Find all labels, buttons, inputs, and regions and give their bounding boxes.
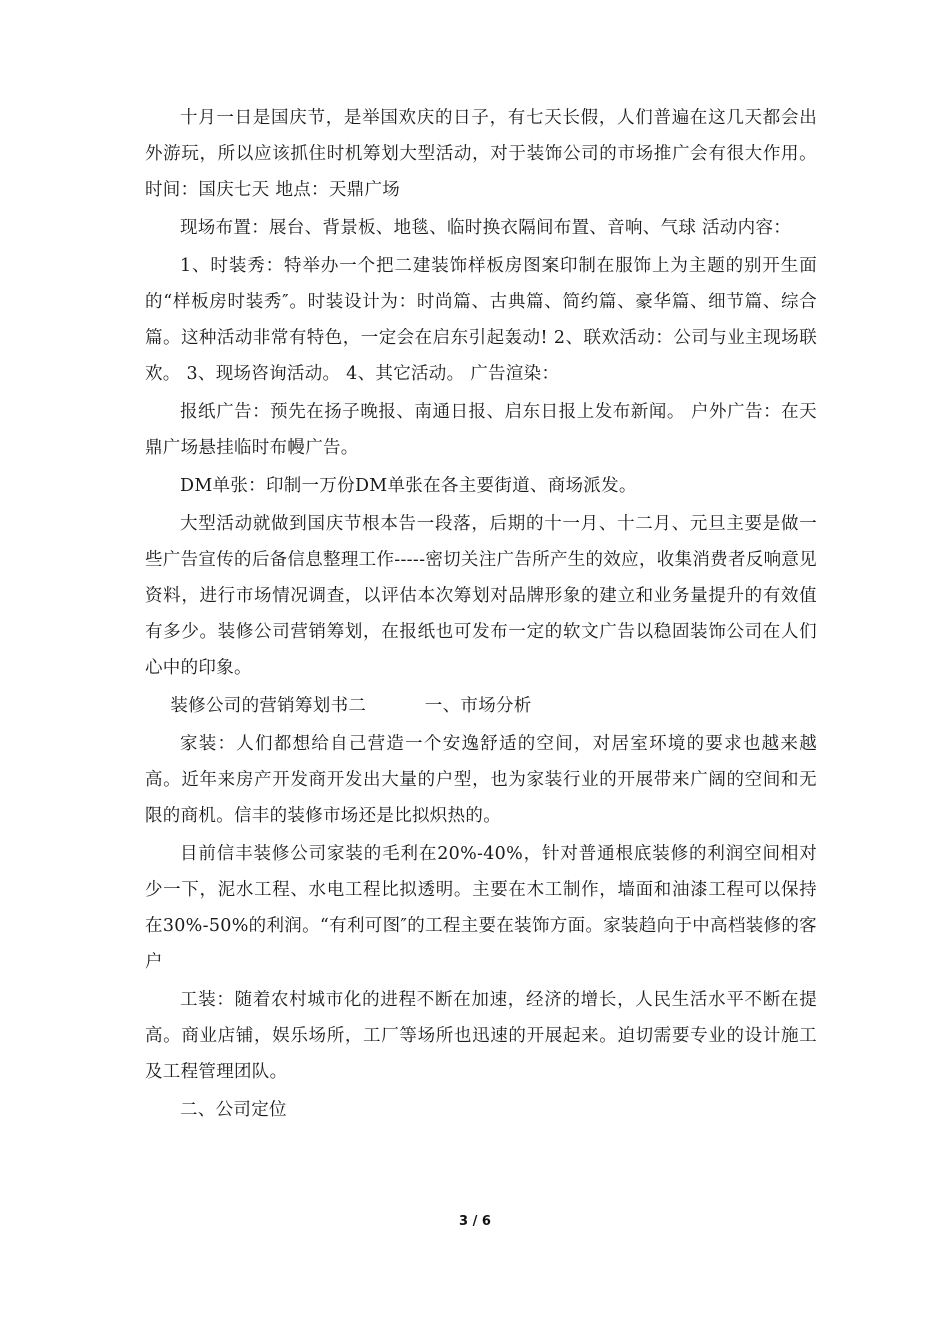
paragraph-commercial-decoration: 工装：随着农村城市化的进程不断在加速，经济的增长，人民生活水平不断在提高。商业店铺，娱乐场所，工厂等场所也迅速的开展起来。迫切需要专业的设计施工及工程管理团队。 (145, 990, 817, 1082)
document-body (145, 100, 817, 1130)
paragraph-profit-margin: 目前信丰装修公司家装的毛利在20%-40%，针对普通根底装修的利润空间相对少一下，泥水工程、水电工程比拟透明。主要在木工制作，墙面和油漆工程可以保持在30%-50%的利润。“有利可图″的工程主要在装饰方面。家装趋向于中高档装修的客户 (145, 844, 817, 972)
section-heading: 装修公司的营销筹划书二 一、市场分析 (170, 696, 532, 716)
paragraph-dm-flyers: DM单张：印制一万份DM单张在各主要街道、商场派发。 (180, 476, 637, 496)
paragraph-site-layout: 现场布置：展台、背景板、地毯、临时换衣隔间布置、音响、气球 活动内容： (180, 218, 792, 238)
paragraph-newspaper-ads: 报纸广告：预先在扬子晚报、南通日报、启东日报上发布新闻。 户外广告：在天鼎广场悬挂临时布幔广告。 (145, 402, 817, 458)
paragraph-home-decoration: 家装：人们都想给自己营造一个安逸舒适的空间，对居室环境的要求也越来越高。近年来房产开发商开发出大量的户型，也为家装行业的开展带来广阔的空间和无限的商机。信丰的装修市场还是比拟炽热的。 (145, 734, 817, 826)
paragraph-fashion-show: 1、时装秀：特举办一个把二建装饰样板房图案印制在服饰上为主题的别开生面的“样板房时装秀″。时装设计为：时尚篇、古典篇、简约篇、豪华篇、细节篇、综合篇。这种活动非常有特色，一定会在启东引起轰动! 2、联欢活动：公司与业主现场联欢。 3、现场咨询活动。 4、其它活动。 广告渲染： (145, 256, 817, 384)
paragraph-follow-up: 大型活动就做到国庆节根本告一段落，后期的十一月、十二月、元旦主要是做一些广告宣传的后备信息整理工作-----密切关注广告所产生的效应，收集消费者反响意见资料，进行市场情况调查，以评估本次筹划对品牌形象的建立和业务量提升的有效值有多少。装修公司营销筹划，在报纸也可发布一定的软文广告以稳固装饰公司在人们心中的印象。 (145, 514, 817, 678)
paragraph-national-day: 十月一日是国庆节，是举国欢庆的日子，有七天长假，人们普遍在这几天都会出外游玩，所以应该抓住时机筹划大型活动，对于装饰公司的市场推广会有很大作用。 时间：国庆七天 地点：天鼎广场 (145, 108, 817, 200)
page-number: 3 / 6 (459, 1214, 491, 1229)
paragraph-company-positioning: 二、公司定位 (180, 1100, 287, 1120)
